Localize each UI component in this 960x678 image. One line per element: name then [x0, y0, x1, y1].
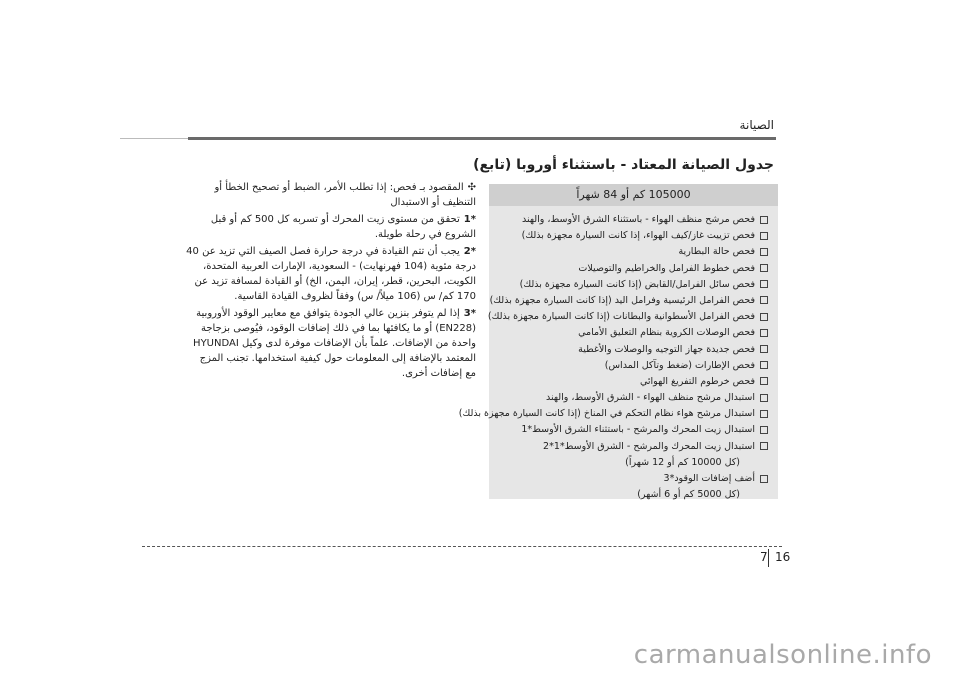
maintenance-item — [458, 406, 768, 422]
maintenance-item-label: (كل 10000 كم أو 12 شهراً) — [625, 456, 740, 468]
checkbox-icon — [760, 345, 768, 353]
page-header-title: الصيانة — [739, 118, 774, 132]
checkbox-icon — [760, 313, 768, 321]
maintenance-item — [489, 293, 768, 309]
checkbox-icon — [760, 377, 768, 385]
page-number: 16 — [775, 550, 791, 564]
checkbox-icon — [760, 329, 768, 337]
maintenance-item-label: فحص خطوط الفرامل والخراطيم والتوصيلات — [578, 262, 755, 274]
footnote-text: تحقق من مستوى زيت المحرك أو تسربه كل 500 كم أو قبل الشروع في رحلة طويلة. — [210, 214, 476, 240]
checkbox-icon — [760, 442, 768, 450]
footnote-text: المقصود بـ فحص: إذا تطلب الأمر، الضبط أو تصحيح الخطأ أو التنظيف أو الاستبدال — [214, 182, 476, 208]
footnote-text: إذا لم يتوفر بنزين عالي الجودة يتوافق مع معايير الوقود الأوروبية (EN228) أو ما يكافئها بما في ذلك إضافات الوقود، فيُوصى بزجاجة واحدة من الإضافات. علماً بأن الإضافات موفرة لدى وكيل HYUNDAI المعتمد بالإضافة إلى المعلومات حول كيفية استخدامها. تجنب المزج مع إضافات أخرى. — [193, 308, 476, 379]
checkbox-icon — [760, 248, 768, 256]
maintenance-item — [496, 277, 768, 293]
maintenance-item-label: فحص الفرامل الرئيسية وفرامل اليد (إذا كانت السيارة مجهزة بذلك) — [489, 294, 755, 306]
maintenance-item-label: فحص الفرامل الأسطوانية والبطانات (إذا كانت السيارة مجهزة بذلك) — [487, 311, 755, 323]
maintenance-item-label: فحص مرشح منظف الهواء - باستثناء الشرق الأوسط، والهند — [522, 214, 755, 225]
checkbox-icon — [760, 296, 768, 304]
maintenance-item — [496, 422, 768, 438]
footnotes — [186, 180, 476, 383]
checkbox-icon — [760, 394, 768, 402]
footnote — [186, 212, 476, 242]
maintenance-item-label: استبدال مرشح هواء نظام التحكم في المناخ (إذا كانت السيارة مجهزة بذلك) — [458, 408, 755, 420]
checkbox-icon — [760, 280, 768, 288]
maintenance-item — [496, 439, 768, 455]
maintenance-item-label: استبدال زيت المحرك والمرشح - باستثناء الشرق الأوسط*1 — [521, 424, 755, 436]
footnote-marker: *2 — [463, 246, 476, 257]
maintenance-item — [496, 358, 768, 374]
maintenance-item — [487, 309, 768, 325]
footnote — [186, 180, 476, 210]
maintenance-item — [496, 471, 768, 487]
header-rule — [188, 137, 776, 140]
maintenance-item-list — [458, 212, 768, 503]
maintenance-panel — [458, 184, 778, 501]
checkbox-icon — [760, 232, 768, 240]
checkbox-icon — [760, 216, 768, 224]
footnote-marker: ✣ — [467, 182, 476, 193]
maintenance-item-label: فحص خرطوم التفريغ الهوائي — [639, 375, 755, 387]
maintenance-item — [496, 374, 768, 390]
checkbox-icon — [760, 264, 768, 272]
section-title: جدول الصيانة المعتاد - باستثناء أوروبا (تابع) — [473, 157, 774, 173]
maintenance-item — [496, 342, 768, 358]
maintenance-item-label: فحص جديدة جهاز التوجيه والوصلات والأغطية — [578, 343, 755, 355]
page-section-number: 7 — [760, 550, 768, 564]
footnote-marker: *3 — [463, 308, 476, 319]
footnote-marker: *1 — [463, 214, 476, 225]
maintenance-item — [496, 390, 768, 406]
maintenance-item-label: استبدال مرشح منظف الهواء - الشرق الأوسط، والهند — [545, 392, 755, 404]
footnote — [186, 306, 476, 381]
maintenance-item-label: فحص سائل الفرامل/القابض (إذا كانت السيارة مجهزة بذلك) — [519, 278, 755, 290]
footer-rule — [142, 546, 782, 547]
maintenance-item — [496, 228, 768, 244]
maintenance-item — [496, 244, 768, 260]
footnote-text: يجب أن تتم القيادة في درجة حرارة فصل الصيف التي تزيد عن 40 درجة مئوية (104 فهرنهايت) - السعودية، الإمارات العربية المتحدة، الكويت، البحرين، قطر، إيران، اليمن، الخ) أو القيادة لمسافة تزيد عن 170 كم/ س (106 ميلاً/ س) وفقاً لظروف القيادة القاسية. — [186, 246, 476, 302]
panel-heading: 105000 كم أو 84 شهراً — [489, 184, 778, 206]
footnote — [186, 244, 476, 304]
maintenance-item-label: (كل 5000 كم أو 6 أشهر) — [637, 489, 740, 501]
maintenance-item-label: فحص تزييت غاز/كيف الهواء، إذا كانت السيارة مجهزة بذلك) — [521, 230, 755, 242]
maintenance-item — [496, 212, 768, 228]
maintenance-item — [496, 455, 768, 471]
maintenance-item-label: فحص الوصلات الكروية بنظام التعليق الأمامي — [578, 327, 755, 339]
maintenance-item — [496, 487, 768, 503]
checkbox-icon — [760, 361, 768, 369]
checkbox-icon — [760, 475, 768, 483]
checkbox-icon — [760, 426, 768, 434]
header-rule-thin — [120, 138, 188, 139]
maintenance-item-label: فحص حالة البطارية — [678, 246, 755, 258]
page-number-divider — [768, 549, 769, 567]
maintenance-item-label: فحص الإطارات (ضغط وتآكل المداس) — [604, 359, 755, 371]
maintenance-item — [496, 325, 768, 341]
checkbox-icon — [760, 410, 768, 418]
watermark: carmanualsonline.info — [633, 640, 932, 670]
maintenance-item — [496, 261, 768, 277]
maintenance-item-label: أضف إضافات الوقود*3 — [663, 473, 755, 484]
maintenance-item-label: استبدال زيت المحرك والمرشح - الشرق الأوسط*1*2 — [543, 440, 755, 452]
